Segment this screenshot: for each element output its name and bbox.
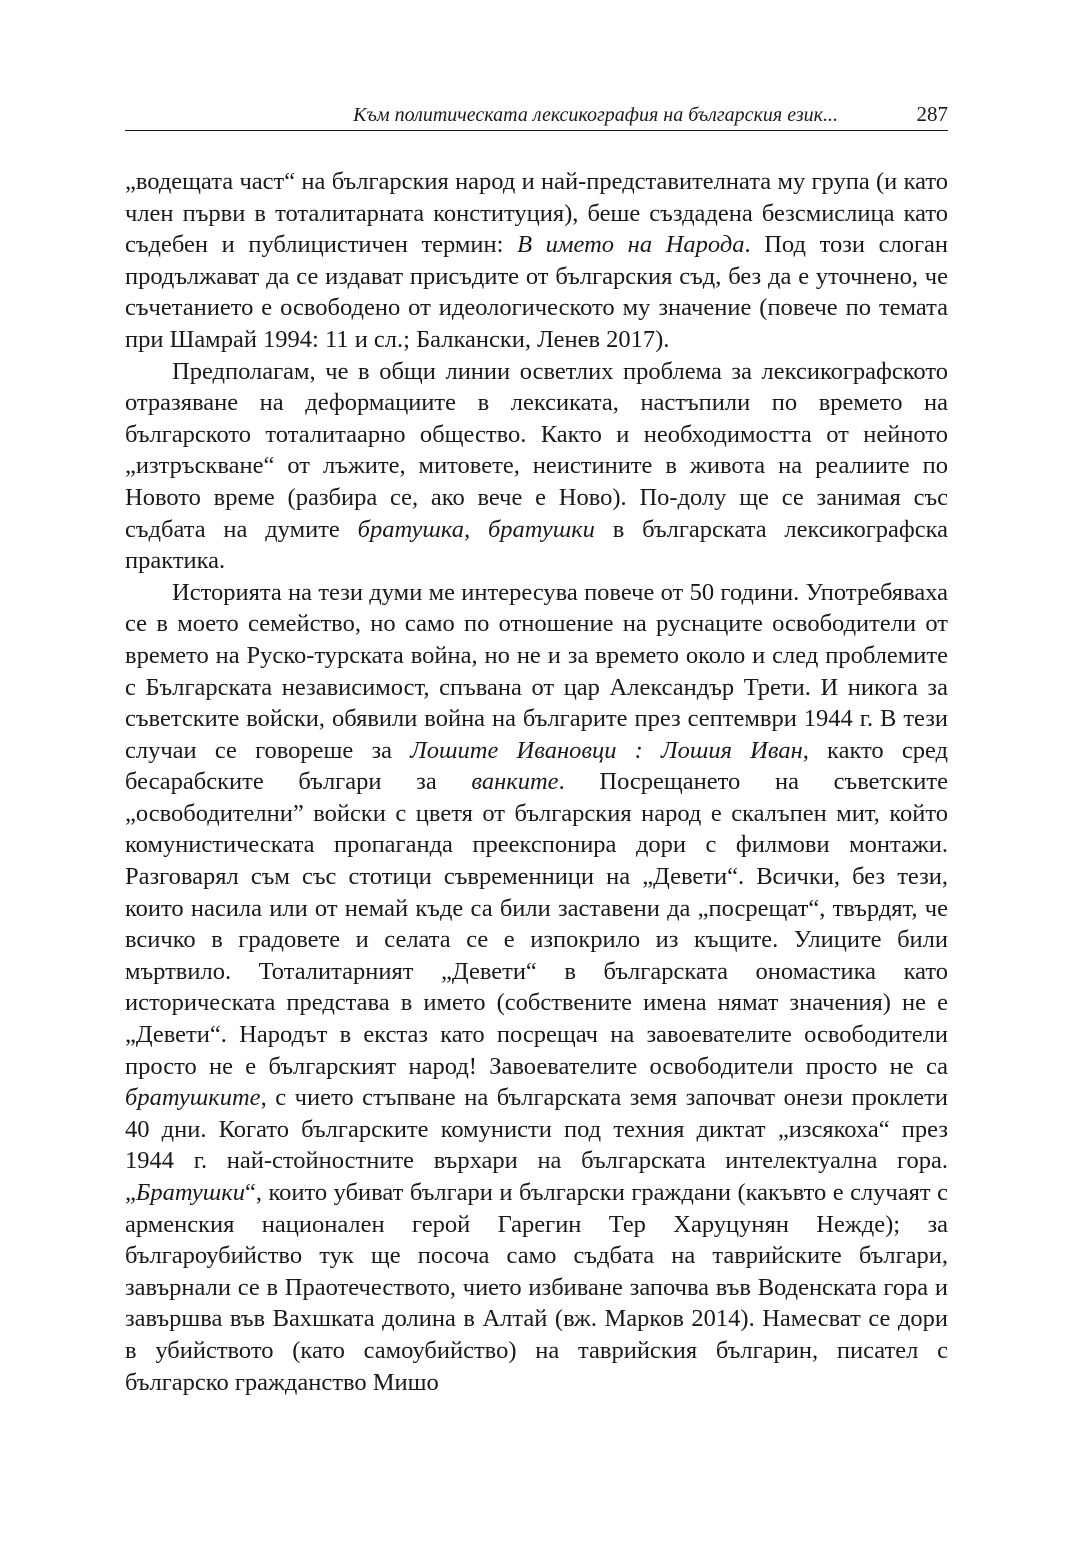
italic-term: братушките [125,1084,261,1112]
page-number: 287 [916,102,948,126]
text-run: “, които убиват българи и български граждани (какъвто е случаят с арменския национален герой Гарегин Тер Харуцунян Нежде); за българоубийство тук ще посоча само съдбата на таврийските българи, завърнали се в Праотечеството, чието избиване започва във Воденската гора и завършва във Вахшката долина в Алтай (вж. Марков 2014). Намесват се дори в убийството (като самоубийство) на таврийския българин, писател с българско гражданство Мишо [125,1179,948,1396]
italic-term: Братушки [135,1179,245,1206]
italic-term: Лошите Ивановци : Лошия Иван [410,736,803,764]
text-run: . Под този слоган продължават да се издават присъдите от българския съд, без да е уточнено, че съчетанието е освободено от идеологическото му значение (повече по темата при Шамрай 1994: 11 и сл.; Балкански, Ленев 2017). [125,231,948,353]
text-run: Предполагам, че в общи линии осветлих проблема за лексикографското отразяване на деформациите в лексиката, настъпили по времето на българското тоталитаарно общество. Както и необходимостта от нейното „изтръскване“ от лъжите, митовете, неистините в живота на реалиите по Новото време (разбира се, ако вече е Ново). По-долу ще се занимая със съдбата на думите [125,357,948,543]
text-run: , с чието стъпване на българската земя започват онези проклети 40 дни. Когато българските комунисти под техния диктат „изсякоха“ през 1944 г. най-стойностните върхари на българската интелектуална гора. „ [125,1084,948,1206]
paragraph [125,356,948,577]
text-run: „водещата част“ на българския народ и най-представителната му група (и като член първи в тоталитарната конституция), беше създадена безсмислица като съдебен и публицистичен термин: [125,168,948,259]
paragraph [125,577,948,1398]
paragraph [125,166,948,356]
italic-term: братушка, братушки [357,515,595,543]
running-title: Към политическата лексикография на българския език... [353,104,838,126]
text-run: Историята на тези думи ме интересува повече от 50 години. Употребяваха се в моето семейство, но само по отношение на руснаците освободители от времето на Руско-турската война, но не и за времето около и след проблемите с Българската независимост, спъвана от цар Александър Трети. И никога за съветските войски, обявили война на българите през септември 1944 г. В тези случаи се говореше за [125,578,948,764]
running-header [125,100,948,131]
text-run: в българската лексикографска практика. [125,515,949,575]
text-run: , както сред бесарабските българи за [125,736,949,796]
text-run: . Посрещането на съветските „освободителни” войски с цветя от българския народ е скалъпен мит, който комунистическата пропаганда преекспонира дори с филмови монтажи. Разговарял съм със стотици съвременници на „Девети“. Всички, без тези, които насила или от немай къде са били заставени да „посрещат“, твърдят, че всичко в градовете и селата се е изпокрило из къщите. Улиците били мъртвило. Тоталитарният „Девети“ в българската ономастика като историческата представа в името (собствените имена нямат значения) не е „Девети“. Народът в екстаз като посрещач на завоевателите освободители просто не е българският народ! Завоевателите освободители просто не са [125,768,948,1080]
italic-term: ванките [471,768,559,796]
italic-term: В името на Народа [517,231,745,259]
body-text [125,166,948,1398]
